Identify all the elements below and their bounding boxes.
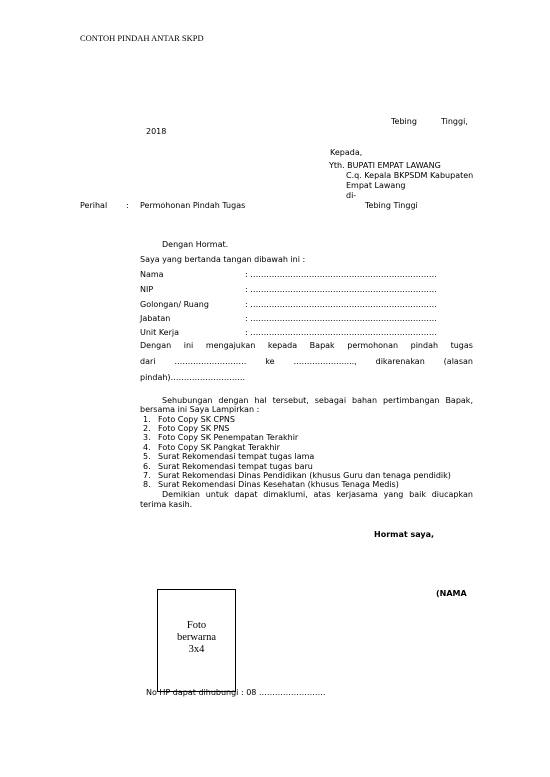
photo-placeholder [157,589,236,692]
word: dengan [218,396,249,405]
field-label: Unit Kerja [140,328,180,337]
word: tugas [450,341,473,350]
word: dikarenakan [375,357,425,366]
word: (alasan [443,357,473,366]
word: dari [140,357,156,366]
attachment-number: 7. [143,471,151,480]
date-year: 2018 [146,127,167,136]
word: atas [313,490,331,499]
field-value: : ……………………………………………………………. [245,285,437,294]
attachment-item [143,462,313,471]
word: ………………....., [293,357,357,366]
attachment-text: Surat Rekomendasi Dinas Kesehatan (khusus Tenaga Medis) [158,480,399,489]
attachment-text: Surat Rekomendasi Dinas Pendidikan (khusus Guru dan tenaga pendidik) [158,471,451,480]
request-line-2 [140,357,473,366]
attachment-number: 2. [143,424,151,433]
request-line-1 [140,341,473,350]
attachment-number: 4. [143,443,151,452]
word: diucapkan [431,490,473,499]
word: ini [183,341,194,350]
recipient-line-2: C.q. Kepala BKPSDM Kabupaten [346,171,474,180]
attachment-text: Surat Rekomendasi tempat tugas lama [158,452,315,461]
word: dimaklumi, [263,490,308,499]
attachment-number: 3. [143,433,151,442]
word: Bapak [309,341,335,350]
field-label: Golongan/ Ruang [140,300,209,309]
attachment-item [143,480,399,489]
phone-line: No HP dapat dihubungi : 08 ……………………. [146,688,326,697]
field-label: Jabatan [140,314,171,323]
attachment-text: Foto Copy SK PNS [158,424,230,433]
attachment-item [143,415,235,424]
attachment-text: Foto Copy SK Pangkat Terakhir [158,443,280,452]
word: baik [409,490,426,499]
attachment-item [143,424,229,433]
perihal-separator: : [126,201,129,210]
field-value: : ……………………………………………………………. [245,300,437,309]
word: kepada [267,341,298,350]
attachment-text: Foto Copy SK CPNS [158,415,235,424]
photo-line-1: Foto [186,620,207,631]
recipient-line-1: Yth. BUPATI EMPAT LAWANG [329,161,441,170]
word: Dengan [140,341,172,350]
field-value: : ……………………………………………………………. [245,328,437,337]
attachment-item [143,471,451,480]
photo-label [158,620,235,656]
word: permohonan [347,341,399,350]
word: yang [383,490,404,499]
perihal-label: Perihal [80,201,108,210]
field-label: Nama [140,270,164,279]
recipient-line-3: Empat Lawang [346,181,406,190]
attachment-number: 8. [143,480,151,489]
word: kerjasama [336,490,378,499]
para2-line-2: bersama ini Saya Lampirkan : [140,405,260,414]
signature-hormat: Hormat saya, [374,530,435,539]
closing-line-1 [162,490,473,499]
word: dapat [234,490,258,499]
attachment-text: Surat Rekomendasi tempat tugas baru [158,462,313,471]
attachment-number: 6. [143,462,151,471]
recipient-kepada: Kepada, [330,148,363,157]
attachment-number: 5. [143,452,151,461]
attachment-item [143,443,280,452]
word: bahan [351,396,378,405]
word: ……………………… [174,357,247,366]
photo-line-2: berwarna [176,632,217,643]
date-place-a: Tebing [391,117,417,126]
word: sebagai [314,396,347,405]
word: hal [254,396,267,405]
request-line-3: pindah)………………………. [140,373,246,382]
word: tersebut, [272,396,309,405]
intro-text: Saya yang bertanda tangan dibawah ini : [140,255,306,264]
word: Bapak, [445,396,473,405]
word: pindah [410,341,439,350]
word: pertimbangan [382,396,440,405]
signature-name: (NAMA [436,589,467,598]
word: Demikian [162,490,200,499]
field-label: NIP [140,285,154,294]
document-header: CONTOH PINDAH ANTAR SKPD [80,33,204,43]
closing-line-2: terima kasih. [140,500,193,509]
word: untuk [205,490,229,499]
attachment-number: 1. [143,415,151,424]
recipient-line-5: Tebing Tinggi [365,201,418,210]
field-value: : ……………………………………………………………. [245,314,437,323]
date-place-b: Tinggi, [441,117,468,126]
para2-line-1 [162,396,473,405]
perihal-value: Permohonan Pindah Tugas [140,201,246,210]
word: Sehubungan [162,396,213,405]
recipient-line-4: di- [346,191,357,200]
attachment-item [143,433,298,442]
field-value: : ……………………………………………………………. [245,270,437,279]
attachment-text: Foto Copy SK Penempatan Terakhir [158,433,299,442]
greeting: Dengan Hormat. [162,240,229,249]
word: mengajukan [205,341,256,350]
word: ke [265,357,275,366]
photo-line-3: 3x4 [188,644,205,655]
attachment-item [143,452,314,461]
